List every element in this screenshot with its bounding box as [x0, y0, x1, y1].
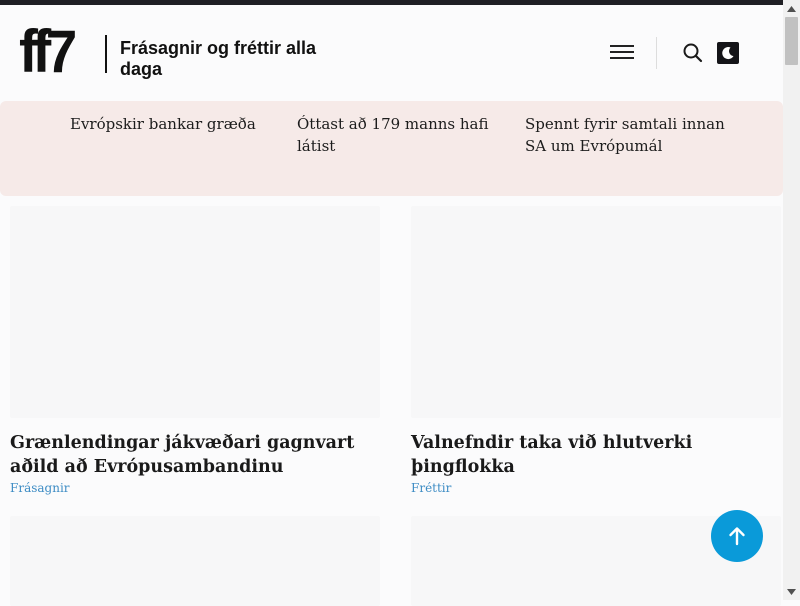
- header-divider: [656, 37, 657, 69]
- vertical-scrollbar[interactable]: [783, 0, 800, 600]
- site-tagline: Frásagnir og fréttir alla daga: [120, 38, 317, 79]
- dark-mode-toggle[interactable]: [717, 42, 739, 64]
- news-ticker: [0, 101, 783, 196]
- scroll-up-arrow[interactable]: [783, 0, 800, 17]
- article-card: [10, 206, 380, 495]
- logo-divider: [105, 35, 107, 73]
- article-image[interactable]: [411, 206, 781, 418]
- article-title[interactable]: Valnefndir taka við hlutverki þingflokka: [411, 433, 693, 477]
- search-icon: [681, 41, 705, 65]
- scroll-down-arrow[interactable]: [783, 583, 800, 600]
- back-to-top-button[interactable]: [711, 510, 763, 562]
- article-image[interactable]: [10, 206, 380, 418]
- article-grid: [0, 196, 783, 600]
- caret-down-icon: [787, 589, 796, 595]
- menu-button[interactable]: [610, 42, 634, 62]
- article-image[interactable]: [10, 516, 380, 606]
- article-category[interactable]: Frásagnir: [10, 481, 70, 495]
- article-card: [411, 206, 781, 495]
- caret-up-icon: [787, 6, 796, 12]
- moon-icon: [721, 46, 735, 60]
- scroll-thumb[interactable]: [785, 17, 798, 65]
- ticker-item[interactable]: Evrópskir bankar græða: [70, 115, 256, 133]
- site-logo[interactable]: [19, 18, 317, 85]
- site-header: [0, 5, 783, 100]
- logo-mark: ff7: [19, 18, 72, 85]
- search-button[interactable]: [681, 41, 705, 65]
- ticker-item[interactable]: Spennt fyrir samtali innan SA um Evrópumál: [525, 115, 725, 155]
- article-title[interactable]: Grænlendingar jákvæðari gagnvart aðild að Evrópusambandinu: [10, 433, 355, 477]
- menu-icon: [610, 45, 634, 59]
- arrow-up-icon: [726, 525, 748, 547]
- ticker-item[interactable]: Óttast að 179 manns hafi látist: [297, 115, 489, 155]
- article-category[interactable]: Fréttir: [411, 481, 452, 495]
